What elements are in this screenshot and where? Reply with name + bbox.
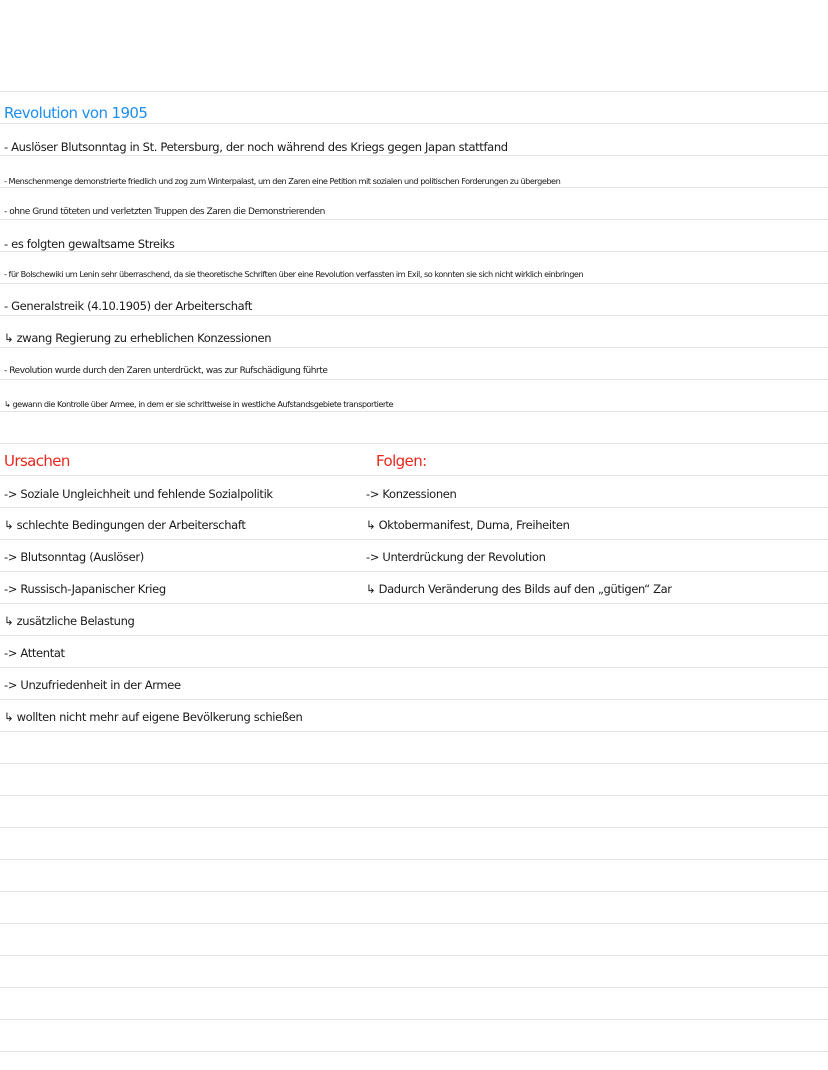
note-line: - ohne Grund töteten und verletzten Truppen des Zaren die Demonstrierenden [4, 207, 325, 217]
ruled-line [0, 283, 828, 284]
note-line: ↳ zwang Regierung zu erheblichen Konzessionen [4, 331, 272, 345]
consequence-item: ↳ Oktobermanifest, Duma, Freiheiten [366, 518, 570, 532]
ruled-line [0, 347, 828, 348]
note-line: - es folgten gewaltsame Streiks [4, 237, 175, 251]
cause-item: -> Attentat [4, 646, 65, 660]
ruled-line [0, 315, 828, 316]
ruled-line [0, 795, 828, 796]
ruled-line [0, 123, 828, 124]
ruled-line [0, 635, 828, 636]
ruled-line [0, 987, 828, 988]
cause-item: ↳ zusätzliche Belastung [4, 614, 135, 628]
ruled-line [0, 571, 828, 572]
note-line: - Revolution wurde durch den Zaren unterdrückt, was zur Rufschädigung führte [4, 366, 328, 376]
cause-item: -> Soziale Ungleichheit und fehlende Sozialpolitik [4, 487, 273, 501]
causes-heading: Ursachen [4, 452, 70, 470]
ruled-line [0, 475, 828, 476]
note-line: - Auslöser Blutsonntag in St. Petersburg, der noch während des Kriegs gegen Japan stattfand [4, 140, 508, 154]
note-line: ↳ gewann die Kontrolle über Armee, in dem er sie schrittweise in westliche Aufstandsgebiete transportierte [4, 399, 394, 409]
consequences-heading: Folgen: [376, 452, 427, 470]
cause-item: -> Blutsonntag (Auslöser) [4, 550, 144, 564]
ruled-line [0, 891, 828, 892]
ruled-line [0, 603, 828, 604]
cause-item: ↳ wollten nicht mehr auf eigene Bevölkerung schießen [4, 710, 303, 724]
ruled-line [0, 91, 828, 92]
ruled-line [0, 1051, 828, 1052]
ruled-line [0, 1019, 828, 1020]
ruled-line [0, 731, 828, 732]
consequence-item: -> Konzessionen [366, 487, 457, 501]
ruled-line [0, 859, 828, 860]
note-line: - Menschenmenge demonstrierte friedlich und zog zum Winterpalast, um den Zaren eine Petition mit sozialen und politischen Forderungen zu übergeben [4, 176, 561, 186]
ruled-line [0, 507, 828, 508]
ruled-line [0, 699, 828, 700]
ruled-line [0, 955, 828, 956]
ruled-line [0, 827, 828, 828]
ruled-line [0, 667, 828, 668]
ruled-line [0, 763, 828, 764]
note-line: - für Bolschewiki um Lenin sehr überraschend, da sie theoretische Schriften über eine Revolution verfassten im Exil, so konnten sie sich nicht wirklich einbringen [4, 269, 584, 279]
ruled-line [0, 923, 828, 924]
cause-item: ↳ schlechte Bedingungen der Arbeiterschaft [4, 518, 246, 532]
consequence-item: ↳ Dadurch Veränderung des Bilds auf den „gütigen“ Zar [366, 582, 672, 596]
consequence-item: -> Unterdrückung der Revolution [366, 550, 546, 564]
cause-item: -> Russisch-Japanischer Krieg [4, 582, 166, 596]
ruled-line [0, 539, 828, 540]
note-line: - Generalstreik (4.10.1905) der Arbeiterschaft [4, 299, 252, 313]
page-title: Revolution von 1905 [4, 104, 148, 122]
ruled-line [0, 443, 828, 444]
cause-item: -> Unzufriedenheit in der Armee [4, 678, 181, 692]
